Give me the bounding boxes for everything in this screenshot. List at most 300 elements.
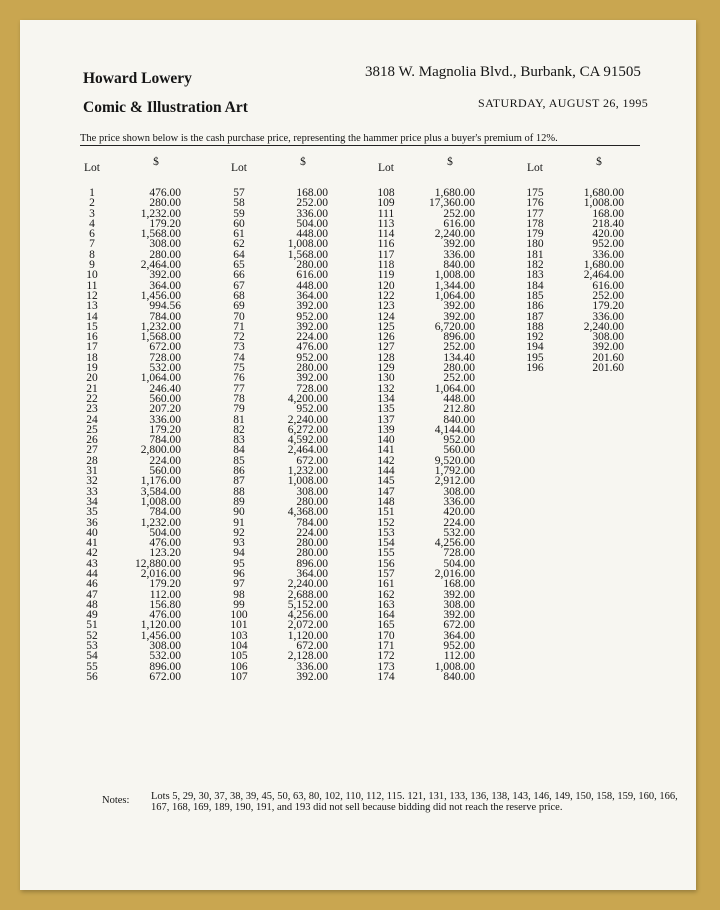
lot-number: 129 [377, 362, 395, 375]
lot-number: 87 [233, 475, 245, 488]
lot-price: 392.00 [443, 300, 475, 313]
lot-number: 113 [377, 217, 395, 230]
lot-number: 10 [86, 269, 98, 282]
lot-price: 1,232.00 [287, 465, 328, 478]
lot-number: 79 [233, 403, 245, 416]
lot-price: 179.20 [592, 300, 624, 313]
lot-price: 1,232.00 [140, 320, 181, 333]
lot-number: 109 [377, 197, 395, 210]
notes-text: Lots 5, 29, 30, 37, 38, 39, 45, 50, 63, 80, 102, 110, 112, 115. 121, 131, 133, 136, 138, 143, 146, 149, 150, 158, 159, 160, 166, 167, 168, 169, 189, 190, 191, and 193 did not sell because bidding did not reach the reserve price. [151, 791, 678, 813]
lot-number: 86 [233, 465, 245, 478]
lot-price: 2,240.00 [287, 578, 328, 591]
lot-price: 392.00 [296, 320, 328, 333]
lot-price: 280.00 [296, 547, 328, 560]
lot-price: 616.00 [592, 279, 624, 292]
lot-price: 672.00 [443, 619, 475, 632]
lot-number: 165 [377, 619, 395, 632]
company-name-line2: Comic & Illustration Art [83, 99, 248, 116]
lot-number: 53 [86, 640, 98, 653]
lot-price: 280.00 [296, 362, 328, 375]
lot-price: 728.00 [149, 351, 181, 364]
lot-number: 132 [377, 382, 395, 395]
lot-number: 84 [233, 444, 245, 457]
lot-number: 186 [526, 300, 544, 313]
lot-number: 116 [377, 238, 395, 251]
lot-number: 34 [86, 495, 98, 508]
lot-number: 56 [86, 670, 98, 683]
lot-price: 840.00 [443, 413, 475, 426]
lot-price: 224.00 [296, 526, 328, 539]
lot-number: 141 [377, 444, 395, 457]
lot-number: 119 [377, 269, 395, 282]
lot-price: 1,680.00 [434, 187, 475, 199]
lot-number: 73 [233, 341, 245, 354]
lot-number: 103 [230, 629, 248, 642]
lot-number: 32 [86, 475, 98, 488]
lot-number: 161 [377, 578, 395, 591]
lot-price: 476.00 [149, 187, 181, 199]
lot-price: 952.00 [296, 310, 328, 323]
lot-header: Lot [84, 162, 100, 174]
lot-price: 504.00 [296, 217, 328, 230]
lot-number: 176 [526, 197, 544, 210]
auction-date: SATURDAY, AUGUST 26, 1995 [478, 96, 649, 110]
lot-number: 43 [86, 557, 98, 570]
price-header: $ [447, 156, 453, 168]
lot-number: 40 [86, 526, 98, 539]
lot-number: 6 [89, 228, 95, 241]
lot-number: 11 [86, 279, 98, 292]
lot-price: 672.00 [149, 670, 181, 683]
lot-number: 47 [86, 588, 98, 601]
lot-price: 252.00 [443, 207, 475, 220]
lot-number: 105 [230, 650, 248, 663]
lot-number: 162 [377, 588, 395, 601]
lot-number: 164 [377, 609, 395, 622]
lot-number: 181 [526, 248, 544, 261]
lot-price: 4,368.00 [287, 506, 328, 519]
lot-price: 2,016.00 [140, 567, 181, 580]
lot-price: 179.20 [149, 423, 181, 436]
lot-number: 142 [377, 454, 395, 467]
lot-price: 476.00 [296, 341, 328, 354]
lot-price: 123.20 [149, 547, 181, 560]
lot-number: 66 [233, 269, 245, 282]
lot-number: 52 [86, 629, 98, 642]
lot-price: 784.00 [149, 506, 181, 519]
lot-number: 89 [233, 495, 245, 508]
lot-price: 1,008.00 [434, 269, 475, 282]
lot-price: 560.00 [149, 392, 181, 405]
lot-number: 184 [526, 279, 544, 292]
lot-number: 182 [526, 259, 544, 272]
lot-price: 280.00 [149, 248, 181, 261]
lot-price: 308.00 [443, 485, 475, 498]
lot-price: 392.00 [296, 670, 328, 683]
lot-header: Lot [527, 162, 543, 174]
lot-number: 163 [377, 598, 395, 611]
lot-number: 151 [377, 506, 395, 519]
lot-price: 280.00 [443, 362, 475, 375]
lot-number: 49 [86, 609, 98, 622]
lot-price: 448.00 [296, 279, 328, 292]
lot-number: 12 [86, 289, 98, 302]
lot-number: 95 [233, 557, 245, 570]
price-header: $ [596, 156, 602, 168]
lot-number: 104 [230, 640, 248, 653]
lot-price: 784.00 [149, 434, 181, 447]
lot-number: 175 [526, 187, 544, 199]
lot-number: 28 [86, 454, 98, 467]
lot-price: 672.00 [149, 341, 181, 354]
lot-number: 90 [233, 506, 245, 519]
lot-price: 1,008.00 [287, 475, 328, 488]
lot-number: 18 [86, 351, 98, 364]
lot-number: 78 [233, 392, 245, 405]
lot-price: 476.00 [149, 609, 181, 622]
lot-number: 72 [233, 331, 245, 344]
lot-price: 840.00 [443, 670, 475, 683]
lot-number: 4 [89, 217, 95, 230]
lot-number: 177 [526, 207, 544, 220]
lot-number: 26 [86, 434, 98, 447]
lot-price: 201.60 [592, 362, 624, 375]
lot-number: 155 [377, 547, 395, 560]
lot-number: 174 [377, 670, 395, 683]
lot-number: 51 [86, 619, 98, 632]
lot-price: 1,680.00 [583, 187, 624, 199]
lot-price: 5,152.00 [287, 598, 328, 611]
lot-price: 2,464.00 [140, 259, 181, 272]
lot-price: 2,464.00 [287, 444, 328, 457]
lot-price: 784.00 [149, 310, 181, 323]
lot-price: 308.00 [592, 331, 624, 344]
lot-price: 1,120.00 [140, 619, 181, 632]
lot-price: 280.00 [296, 495, 328, 508]
lot-price: 4,200.00 [287, 392, 328, 405]
lot-price: 476.00 [149, 537, 181, 550]
lot-number: 69 [233, 300, 245, 313]
lot-number: 139 [377, 423, 395, 436]
lot-price: 2,688.00 [287, 588, 328, 601]
lot-number: 99 [233, 598, 245, 611]
lot-number: 128 [377, 351, 395, 364]
lot-number: 101 [230, 619, 248, 632]
lot-number: 96 [233, 567, 245, 580]
lot-number: 173 [377, 660, 395, 673]
company-address: 3818 W. Magnolia Blvd., Burbank, CA 91505 [365, 64, 641, 80]
lot-price: 224.00 [149, 454, 181, 467]
lot-number: 124 [377, 310, 395, 323]
lot-price: 224.00 [296, 331, 328, 344]
lot-price: 1,064.00 [434, 289, 475, 302]
lot-number: 14 [86, 310, 98, 323]
lot-price: 364.00 [443, 629, 475, 642]
lot-price: 952.00 [296, 351, 328, 364]
lot-number: 106 [230, 660, 248, 673]
lot-price: 1,568.00 [287, 248, 328, 261]
lot-price: 246.40 [149, 382, 181, 395]
lot-number: 17 [86, 341, 98, 354]
lot-number: 172 [377, 650, 395, 663]
lot-price: 2,072.00 [287, 619, 328, 632]
lot-price: 952.00 [443, 640, 475, 653]
lot-header: Lot [378, 162, 394, 174]
lot-price: 218.40 [592, 217, 624, 230]
lot-number: 36 [86, 516, 98, 529]
lot-price: 252.00 [443, 372, 475, 385]
lot-price: 560.00 [149, 465, 181, 478]
lot-number: 3 [89, 207, 95, 220]
lot-price: 201.60 [592, 351, 624, 364]
lot-number: 185 [526, 289, 544, 302]
lot-number: 126 [377, 331, 395, 344]
lot-price: 896.00 [443, 331, 475, 344]
lot-number: 156 [377, 557, 395, 570]
lot-number: 13 [86, 300, 98, 313]
lot-number: 46 [86, 578, 98, 591]
lot-number: 187 [526, 310, 544, 323]
price-header: $ [300, 156, 306, 168]
lot-price: 1,064.00 [434, 382, 475, 395]
lot-price: 156.80 [149, 598, 181, 611]
lot-number: 1 [89, 187, 95, 199]
lot-number: 21 [86, 382, 98, 395]
lot-price: 3,584.00 [140, 485, 181, 498]
price-list-sheet [20, 20, 696, 890]
lot-price: 2,240.00 [434, 228, 475, 241]
lot-price: 4,256.00 [287, 609, 328, 622]
lot-number: 27 [86, 444, 98, 457]
lot-price: 420.00 [592, 228, 624, 241]
lot-price: 672.00 [296, 454, 328, 467]
lot-price: 2,464.00 [583, 269, 624, 282]
lot-price: 420.00 [443, 506, 475, 519]
lot-number: 8 [89, 248, 95, 261]
lot-number: 180 [526, 238, 544, 251]
lot-number: 195 [526, 351, 544, 364]
lot-price: 504.00 [149, 526, 181, 539]
lot-price: 336.00 [443, 248, 475, 261]
lot-price: 728.00 [443, 547, 475, 560]
lot-number: 179 [526, 228, 544, 241]
lot-number: 71 [233, 320, 245, 333]
lot-number: 153 [377, 526, 395, 539]
lot-header: Lot [231, 162, 247, 174]
lot-number: 134 [377, 392, 395, 405]
lot-price: 6,720.00 [434, 320, 475, 333]
lot-price: 336.00 [592, 248, 624, 261]
lot-price: 392.00 [443, 588, 475, 601]
lot-price: 728.00 [296, 382, 328, 395]
lot-price: 532.00 [149, 650, 181, 663]
lot-price: 2,016.00 [434, 567, 475, 580]
lot-number: 154 [377, 537, 395, 550]
lot-number: 64 [233, 248, 245, 261]
lot-price: 252.00 [296, 197, 328, 210]
lot-number: 35 [86, 506, 98, 519]
lot-price: 179.20 [149, 217, 181, 230]
lot-price: 532.00 [443, 526, 475, 539]
lot-price: 2,128.00 [287, 650, 328, 663]
lot-number: 54 [86, 650, 98, 663]
lot-number: 33 [86, 485, 98, 498]
lot-number: 20 [86, 372, 98, 385]
lot-price: 896.00 [149, 660, 181, 673]
lot-number: 59 [233, 207, 245, 220]
lot-price: 336.00 [296, 207, 328, 220]
price-header: $ [153, 156, 159, 168]
lot-number: 70 [233, 310, 245, 323]
lot-number: 144 [377, 465, 395, 478]
lot-number: 147 [377, 485, 395, 498]
lot-price: 9,520.00 [434, 454, 475, 467]
lot-number: 68 [233, 289, 245, 302]
lot-number: 157 [377, 567, 395, 580]
lot-price: 1,008.00 [434, 660, 475, 673]
lot-price: 17,360.00 [429, 197, 475, 210]
company-name [83, 70, 248, 117]
lot-number: 120 [377, 279, 395, 292]
lot-price: 280.00 [149, 197, 181, 210]
lot-number: 137 [377, 413, 395, 426]
lot-price: 392.00 [149, 269, 181, 282]
lot-number: 2 [89, 197, 95, 210]
lot-price: 1,568.00 [140, 331, 181, 344]
lot-price: 1,064.00 [140, 372, 181, 385]
lot-price: 364.00 [296, 567, 328, 580]
lot-price: 1,456.00 [140, 629, 181, 642]
lot-price: 336.00 [149, 413, 181, 426]
lot-number: 122 [377, 289, 395, 302]
lot-price: 504.00 [443, 557, 475, 570]
lot-price: 1,680.00 [583, 259, 624, 272]
lot-number: 88 [233, 485, 245, 498]
lot-number: 108 [377, 187, 395, 199]
lot-number: 83 [233, 434, 245, 447]
lot-price: 252.00 [443, 341, 475, 354]
lot-number: 148 [377, 495, 395, 508]
lot-price: 840.00 [443, 259, 475, 272]
lot-price: 2,240.00 [287, 413, 328, 426]
lot-number: 118 [377, 259, 395, 272]
lot-number: 183 [526, 269, 544, 282]
lot-price: 560.00 [443, 444, 475, 457]
lot-number: 91 [233, 516, 245, 529]
lot-number: 76 [233, 372, 245, 385]
lot-price: 392.00 [592, 341, 624, 354]
lot-number: 82 [233, 423, 245, 436]
lot-price: 672.00 [296, 640, 328, 653]
lot-price: 12,880.00 [135, 557, 181, 570]
lot-number: 81 [233, 413, 245, 426]
lot-price: 2,800.00 [140, 444, 181, 457]
lot-price: 952.00 [443, 434, 475, 447]
lot-price: 1,008.00 [287, 238, 328, 251]
lot-number: 58 [233, 197, 245, 210]
lot-price: 4,592.00 [287, 434, 328, 447]
lot-price: 212.80 [443, 403, 475, 416]
lot-number: 111 [377, 207, 395, 220]
lot-number: 196 [526, 362, 544, 375]
lot-number: 107 [230, 670, 248, 683]
lot-number: 15 [86, 320, 98, 333]
lot-price: 1,456.00 [140, 289, 181, 302]
lot-price: 616.00 [296, 269, 328, 282]
lot-price: 168.00 [443, 578, 475, 591]
lot-price: 896.00 [296, 557, 328, 570]
lot-number: 42 [86, 547, 98, 560]
lot-price: 4,256.00 [434, 537, 475, 550]
lot-number: 123 [377, 300, 395, 313]
lot-number: 170 [377, 629, 395, 642]
lot-price: 336.00 [296, 660, 328, 673]
lot-number: 74 [233, 351, 245, 364]
lot-price: 168.00 [592, 207, 624, 220]
lot-number: 97 [233, 578, 245, 591]
lot-number: 85 [233, 454, 245, 467]
lot-price: 336.00 [592, 310, 624, 323]
lot-number: 25 [86, 423, 98, 436]
lot-number: 194 [526, 341, 544, 354]
lot-price: 1,176.00 [140, 475, 181, 488]
lot-price: 134.40 [443, 351, 475, 364]
lot-price: 392.00 [443, 238, 475, 251]
lot-number: 93 [233, 537, 245, 550]
lot-price: 308.00 [296, 485, 328, 498]
lot-number: 92 [233, 526, 245, 539]
lot-number: 31 [86, 465, 98, 478]
lot-price: 168.00 [296, 187, 328, 199]
lot-price: 994.56 [149, 300, 181, 313]
lot-number: 23 [86, 403, 98, 416]
lot-number: 61 [233, 228, 245, 241]
lot-number: 98 [233, 588, 245, 601]
lot-number: 178 [526, 217, 544, 230]
lot-number: 7 [89, 238, 95, 251]
lot-number: 57 [233, 187, 245, 199]
lot-number: 130 [377, 372, 395, 385]
lot-price: 952.00 [296, 403, 328, 416]
lot-price: 448.00 [443, 392, 475, 405]
lot-price: 112.00 [443, 650, 475, 663]
lot-price: 112.00 [149, 588, 181, 601]
lot-price: 336.00 [443, 495, 475, 508]
lot-number: 62 [233, 238, 245, 251]
lot-number: 9 [89, 259, 95, 272]
lot-price: 784.00 [296, 516, 328, 529]
lot-number: 188 [526, 320, 544, 333]
lot-price: 392.00 [296, 372, 328, 385]
lot-number: 16 [86, 331, 98, 344]
lot-number: 127 [377, 341, 395, 354]
lot-price: 616.00 [443, 217, 475, 230]
lot-price: 392.00 [296, 300, 328, 313]
lot-number: 19 [86, 362, 98, 375]
lot-number: 140 [377, 434, 395, 447]
lot-number: 22 [86, 392, 98, 405]
lot-price: 364.00 [296, 289, 328, 302]
company-name-line1: Howard Lowery [83, 70, 192, 87]
lot-price: 532.00 [149, 362, 181, 375]
lot-number: 135 [377, 403, 395, 416]
lot-number: 94 [233, 547, 245, 560]
lot-price: 2,912.00 [434, 475, 475, 488]
premium-note: The price shown below is the cash purchase price, representing the hammer price plus a buyer's premium of 12%. [80, 133, 640, 146]
lot-number: 67 [233, 279, 245, 292]
lot-number: 125 [377, 320, 395, 333]
lot-price: 224.00 [443, 516, 475, 529]
